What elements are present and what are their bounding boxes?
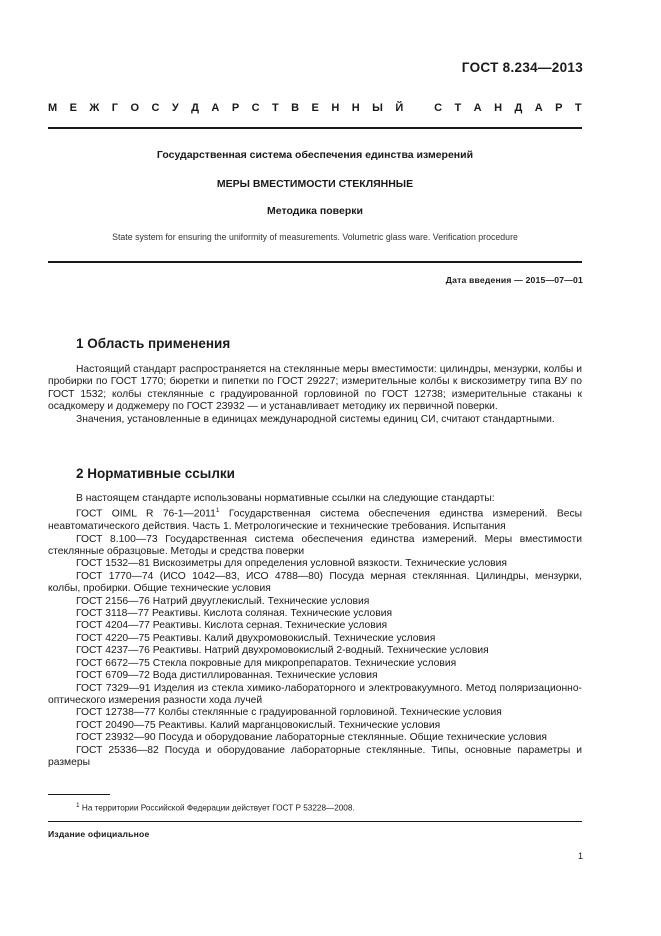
references-intro: В настоящем стандарте использованы нормативные ссылки на следующие стандарты: xyxy=(76,493,495,504)
interstate-heading-letter: Е xyxy=(311,102,319,114)
reference-title: Государственная система обеспечения единства измерений. Меры вместимости стеклянные образцовые. Методы и средства поверки xyxy=(48,533,582,558)
interstate-heading-letter: Р xyxy=(231,102,240,114)
normative-references xyxy=(48,493,582,769)
reference-code: ГОСТ 7329—91 xyxy=(76,682,151,694)
reference-title: Государственная система обеспечения единства измерений. Весы неавтоматического действия. Часть 1. Метрологические и технические требования. Испытания xyxy=(48,508,583,533)
reference-item xyxy=(48,596,582,608)
english-title: State system for ensuring the uniformity of measurements. Volumetric glass ware. Verification procedure xyxy=(112,232,518,242)
gost-number: ГОСТ 8.234—2013 xyxy=(461,60,583,75)
reference-item xyxy=(48,558,582,570)
interstate-heading-letter: М xyxy=(48,102,58,114)
reference-item xyxy=(48,620,582,632)
reference-code: ГОСТ 4237—76 xyxy=(76,645,150,657)
reference-code: ГОСТ 1770—74 (ИСО 1042—83, ИСО 4788—80) xyxy=(76,570,323,582)
section-1-heading: 1 Область применения xyxy=(76,336,231,351)
interstate-heading-letter: Т xyxy=(454,102,462,114)
top-rule xyxy=(48,127,582,129)
reference-code: ГОСТ 25336—82 xyxy=(76,744,159,756)
interstate-heading-letter: Д xyxy=(514,102,523,114)
section-1-paragraph: Настоящий стандарт распространяется на стеклянные меры вместимости: цилиндры, мензурки, колбы и пробирки по ГОСТ 1770; бюретки и пипетки по ГОСТ 29227; измерительные колбы к вискозиметру типа ВУ по ГОСТ 1532; колбы стеклянные с градуированной горловиной по ГОСТ 12738; измерительные стаканы к осадкомеру и доджемеру по ГОСТ 23932 — и устанавливает методику их первичной поверки. xyxy=(48,364,582,413)
reference-title: Вода дистиллированная. Технические условия xyxy=(149,670,378,682)
interstate-heading-letter: Н xyxy=(494,102,503,114)
interstate-standard-heading xyxy=(48,102,582,114)
document-title: МЕРЫ ВМЕСТИМОСТИ СТЕКЛЯННЫЕ xyxy=(216,178,414,190)
bottom-rule xyxy=(48,821,582,822)
reference-title: Вискозиметры для определения условной вязкости. Технические условия xyxy=(149,558,507,570)
reference-code: ГОСТ 23932—90 xyxy=(76,732,156,744)
interstate-heading-letter: Ж xyxy=(89,102,100,114)
interstate-heading-letter: Д xyxy=(191,102,199,114)
reference-title: Натрий двууглекислый. Технические условия xyxy=(149,595,370,607)
interstate-heading-letter: Р xyxy=(555,102,563,114)
reference-title: Реактивы. Калий двухромовокислый. Технические условия xyxy=(149,632,436,644)
interstate-heading-letter: А xyxy=(473,102,482,114)
reference-item xyxy=(48,633,582,645)
reference-title: Колбы стеклянные с градуированной горловиной. Технические условия xyxy=(155,707,502,719)
interstate-heading-letter: С xyxy=(151,102,160,114)
footnote-reference-mark: 1 xyxy=(215,507,220,515)
interstate-heading-letter: А xyxy=(211,102,220,114)
footnote-text: На территории Российской Федерации действует ГОСТ Р 53228—2008. xyxy=(79,803,355,813)
footnote-mark: 1 xyxy=(76,802,80,809)
footnote-rule xyxy=(48,794,110,795)
reference-title: Посуда мерная стеклянная. Цилиндры, мензурки, колбы, пробирки. Общие технические условия xyxy=(48,570,582,595)
reference-title: Реактивы. Кислота соляная. Технические условия xyxy=(149,608,393,620)
reference-title: Реактивы. Натрий двухромовокислый 2-водный. Технические условия xyxy=(149,645,489,657)
reference-code: ГОСТ 8.100—73 xyxy=(76,533,158,545)
reference-item xyxy=(48,645,582,657)
interstate-heading-letter: Е xyxy=(69,102,77,114)
interstate-heading-letter: Й xyxy=(395,102,404,114)
reference-title: Стекла покровные для микропрепаратов. Технические условия xyxy=(149,657,457,669)
page-number: 1 xyxy=(577,851,583,861)
section-1-body xyxy=(48,364,582,426)
reference-item xyxy=(48,670,582,682)
footnote xyxy=(76,802,355,813)
reference-item xyxy=(48,534,582,559)
reference-code: ГОСТ OIML R 76-1—2011 xyxy=(76,508,216,520)
interstate-heading-letter: Н xyxy=(331,102,340,114)
reference-item xyxy=(48,745,582,770)
reference-code: ГОСТ 4220—75 xyxy=(76,632,150,644)
section-1-paragraph: Значения, установленные в единицах международной системы единиц СИ, считают стандартными. xyxy=(76,413,555,425)
interstate-heading-letter: Н xyxy=(351,102,360,114)
interstate-heading-letter: У xyxy=(171,102,179,114)
interstate-heading-letter: А xyxy=(534,102,543,114)
reference-code: ГОСТ 2156—76 xyxy=(76,595,150,607)
reference-item xyxy=(48,732,582,744)
reference-item xyxy=(48,505,582,533)
reference-item xyxy=(48,707,582,719)
interstate-heading-letter: О xyxy=(130,102,140,114)
title-rule xyxy=(48,261,582,263)
reference-title: Реактивы. Кислота серная. Технические условия xyxy=(149,620,388,632)
reference-title: Реактивы. Калий марганцовокислый. Технические условия xyxy=(155,719,441,731)
reference-title: Изделия из стекла химико-лабораторного и электровакуумного. Метод поляризационно-оптического измерения разности хода лучей xyxy=(48,682,582,706)
reference-item xyxy=(48,683,582,708)
reference-item xyxy=(48,720,582,732)
interstate-heading-letter xyxy=(416,102,422,114)
reference-code: ГОСТ 4204—77 xyxy=(76,620,150,632)
reference-title: Посуда и оборудование лабораторные стеклянные. Общие технические условия xyxy=(155,732,547,744)
reference-code: ГОСТ 1532—81 xyxy=(76,558,150,570)
interstate-heading-letter: Т xyxy=(271,102,279,114)
section-2-heading: 2 Нормативные ссылки xyxy=(76,466,235,481)
reference-code: ГОСТ 3118—77 xyxy=(76,608,150,620)
interstate-heading-letter: В xyxy=(291,102,300,114)
reference-item xyxy=(48,658,582,670)
reference-code: ГОСТ 12738—77 xyxy=(76,707,156,719)
interstate-heading-letter: Т xyxy=(574,102,582,114)
system-title: Государственная система обеспечения единства измерений xyxy=(156,149,474,161)
reference-item xyxy=(48,608,582,620)
reference-code: ГОСТ 6672—75 xyxy=(76,657,150,669)
reference-code: ГОСТ 20490—75 xyxy=(76,719,156,731)
interstate-heading-letter: Г xyxy=(111,102,119,114)
reference-title: Посуда и оборудование лабораторные стеклянные. Типы, основные параметры и размеры xyxy=(48,744,582,768)
official-edition-label: Издание официальное xyxy=(48,829,150,839)
reference-code: ГОСТ 6709—72 xyxy=(76,670,150,682)
interstate-heading-letter: С xyxy=(251,102,260,114)
interstate-heading-letter: Ы xyxy=(372,102,383,114)
reference-item xyxy=(48,571,582,596)
document-subtitle: Методика поверки xyxy=(267,205,363,217)
introduction-date: Дата введения — 2015—07—01 xyxy=(445,275,583,285)
interstate-heading-letter: С xyxy=(434,102,443,114)
